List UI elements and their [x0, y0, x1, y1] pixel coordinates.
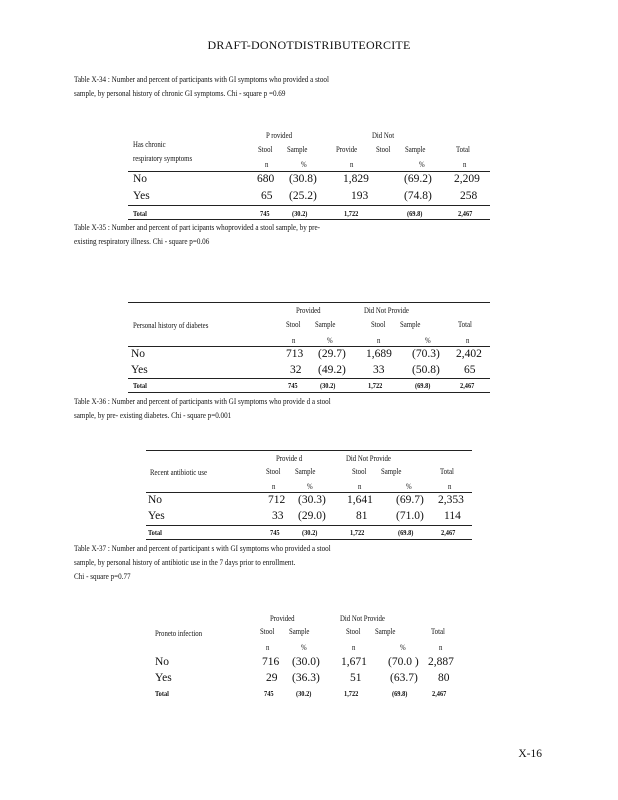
column-header: Provide: [336, 145, 358, 154]
column-header: Total: [431, 627, 445, 636]
stat-header: n: [439, 643, 443, 652]
column-header: Sample: [287, 145, 308, 154]
group-header: Provide d: [276, 454, 303, 463]
stat-header: %: [400, 643, 406, 652]
cell-provided-n: 745: [264, 689, 274, 698]
cell-total: 2,467: [458, 209, 473, 218]
cell-not-provided-pct: (63.7): [390, 672, 418, 684]
cell-not-provided-pct: (69.7): [396, 494, 424, 506]
stat-header: %: [419, 160, 425, 169]
group-header: Did Not Provide: [364, 306, 409, 315]
row-label: Yes: [148, 510, 165, 522]
row-label: No: [133, 173, 148, 185]
stat-header: n: [292, 336, 296, 345]
cell-total: 114: [444, 510, 461, 522]
column-header: Total: [458, 320, 472, 329]
cell-provided-pct: (30.8): [289, 173, 317, 185]
column-header: Stool: [346, 627, 361, 636]
column-header: Stool: [371, 320, 386, 329]
row-label: No: [131, 348, 146, 360]
stat-header: n: [448, 482, 452, 491]
cell-total: 65: [464, 364, 476, 376]
cell-not-provided-pct: (74.8): [404, 190, 432, 202]
cell-provided-pct: (30.2): [302, 528, 318, 537]
table-caption-line: sample, by pre- existing diabetes. Chi - square p=0.001: [74, 411, 232, 420]
cell-not-provided-pct: (70.3): [412, 348, 440, 360]
stat-header: %: [307, 482, 313, 491]
column-header: Stool: [286, 320, 301, 329]
table-caption-line: Table X-37 : Number and percent of participant s with GI symptoms who provided a stool: [74, 544, 331, 553]
column-header: Total: [440, 467, 454, 476]
column-header: Sample: [315, 320, 336, 329]
stat-header: %: [301, 160, 307, 169]
stat-header: n: [272, 482, 276, 491]
cell-provided-n: 65: [261, 190, 273, 202]
group-header: P rovided: [266, 131, 293, 140]
page-header: DRAFT-DONOTDISTRIBUTEORCITE: [207, 38, 411, 52]
column-header: Stool: [266, 467, 281, 476]
stat-header: n: [377, 336, 381, 345]
stat-header: %: [327, 336, 333, 345]
cell-provided-pct: (29.0): [298, 510, 326, 522]
table-caption-line: sample, by personal history of antibiotic use in the 7 days prior to enrollment.: [74, 558, 296, 567]
row-label: No: [155, 656, 170, 668]
stat-header: n: [352, 643, 356, 652]
row-label: Yes: [131, 364, 148, 376]
cell-not-provided-pct: (69.8): [392, 689, 408, 698]
cell-not-provided-n: 193: [351, 190, 369, 202]
cell-total: 2,402: [456, 348, 482, 360]
group-header: Did Not Provide: [346, 454, 391, 463]
table-caption-line: Table X-35 : Number and percent of part icipants whoprovided a stool sample, by pre-: [74, 223, 321, 232]
page-number: X-16: [518, 748, 542, 760]
row-label-header: Has chronic: [133, 140, 166, 149]
stat-header: n: [463, 160, 467, 169]
cell-provided-n: 745: [260, 209, 270, 218]
column-header: Sample: [295, 467, 316, 476]
table-caption-line: existing respiratory illness. Chi - square p=0.06: [74, 237, 210, 246]
cell-provided-n: 680: [257, 173, 275, 185]
cell-provided-n: 29: [266, 672, 278, 684]
cell-provided-pct: (25.2): [289, 190, 317, 202]
cell-total: 2,467: [441, 528, 456, 537]
cell-provided-n: 33: [272, 510, 284, 522]
column-header: Stool: [260, 627, 275, 636]
row-label: Total: [148, 528, 162, 537]
cell-not-provided-pct: (69.8): [398, 528, 414, 537]
stat-header: %: [425, 336, 431, 345]
cell-not-provided-pct: (71.0): [396, 510, 424, 522]
cell-not-provided-n: 1,671: [341, 656, 367, 668]
cell-provided-n: 716: [262, 656, 280, 668]
column-header: Stool: [258, 145, 273, 154]
row-label: Yes: [155, 672, 172, 684]
cell-total: 2,467: [432, 689, 447, 698]
cell-not-provided-n: 51: [350, 672, 362, 684]
stat-header: %: [301, 643, 307, 652]
cell-provided-pct: (30.2): [296, 689, 312, 698]
cell-provided-n: 713: [286, 348, 304, 360]
cell-provided-pct: (30.3): [298, 494, 326, 506]
row-label-header: respiratory symptoms: [133, 154, 193, 163]
cell-not-provided-pct: (69.8): [407, 209, 423, 218]
cell-total: 2,887: [428, 656, 454, 668]
row-label-header: Proneto infection: [155, 629, 203, 638]
cell-provided-n: 712: [268, 494, 286, 506]
cell-not-provided-n: 1,722: [344, 689, 359, 698]
row-label-header: Personal history of diabetes: [133, 321, 209, 330]
cell-provided-pct: (49.2): [318, 364, 346, 376]
cell-not-provided-pct: (70.0 ): [388, 656, 419, 668]
cell-not-provided-n: 33: [373, 364, 385, 376]
row-label: Yes: [133, 190, 150, 202]
cell-total: 80: [438, 672, 450, 684]
cell-total: 2,209: [454, 173, 480, 185]
cell-provided-n: 745: [270, 528, 280, 537]
cell-total: 258: [460, 190, 478, 202]
column-header: Stool: [352, 467, 367, 476]
cell-provided-pct: (30.2): [292, 209, 308, 218]
column-header: Sample: [381, 467, 402, 476]
row-label: Total: [133, 209, 147, 218]
group-header: Did Not Provide: [340, 614, 385, 623]
cell-total: 2,467: [460, 381, 475, 390]
group-header: Did Not: [372, 131, 395, 140]
stat-header: n: [358, 482, 362, 491]
table-caption-line: Chi - square p=0.77: [74, 572, 131, 581]
column-header: Total: [456, 145, 470, 154]
cell-not-provided-pct: (69.8): [415, 381, 431, 390]
row-label: No: [148, 494, 163, 506]
column-header: Sample: [405, 145, 426, 154]
group-header: Provided: [296, 306, 321, 315]
stat-header: n: [466, 336, 470, 345]
cell-not-provided-n: 1,829: [343, 173, 369, 185]
group-header: Provided: [270, 614, 295, 623]
table-caption-line: Table X-34 : Number and percent of participants with GI symptoms who provided a stool: [74, 75, 329, 84]
column-header: Sample: [400, 320, 421, 329]
cell-not-provided-n: 1,689: [366, 348, 392, 360]
cell-provided-pct: (36.3): [292, 672, 320, 684]
cell-not-provided-n: 1,722: [350, 528, 365, 537]
table-caption-line: Table X-36 : Number and percent of participants with GI symptoms who provide d a stool: [74, 397, 331, 406]
stat-header: n: [266, 643, 270, 652]
column-header: Sample: [289, 627, 310, 636]
stat-header: n: [265, 160, 269, 169]
column-header: Sample: [375, 627, 396, 636]
row-label: Total: [155, 689, 169, 698]
column-header: Stool: [376, 145, 391, 154]
row-label: Total: [133, 381, 147, 390]
cell-provided-n: 745: [288, 381, 298, 390]
cell-not-provided-n: 81: [356, 510, 368, 522]
cell-not-provided-pct: (50.8): [412, 364, 440, 376]
cell-provided-pct: (29.7): [318, 348, 346, 360]
stat-header: %: [406, 482, 412, 491]
table-caption-line: sample, by personal history of chronic GI symptoms. Chi - square p =0.69: [74, 89, 286, 98]
row-label-header: Recent antibiotic use: [150, 468, 208, 477]
cell-not-provided-n: 1,722: [344, 209, 359, 218]
cell-not-provided-n: 1,641: [347, 494, 373, 506]
stat-header: n: [350, 160, 354, 169]
cell-provided-n: 32: [290, 364, 302, 376]
cell-provided-pct: (30.0): [292, 656, 320, 668]
cell-total: 2,353: [438, 494, 464, 506]
cell-provided-pct: (30.2): [320, 381, 336, 390]
cell-not-provided-n: 1,722: [368, 381, 383, 390]
cell-not-provided-pct: (69.2): [404, 173, 432, 185]
